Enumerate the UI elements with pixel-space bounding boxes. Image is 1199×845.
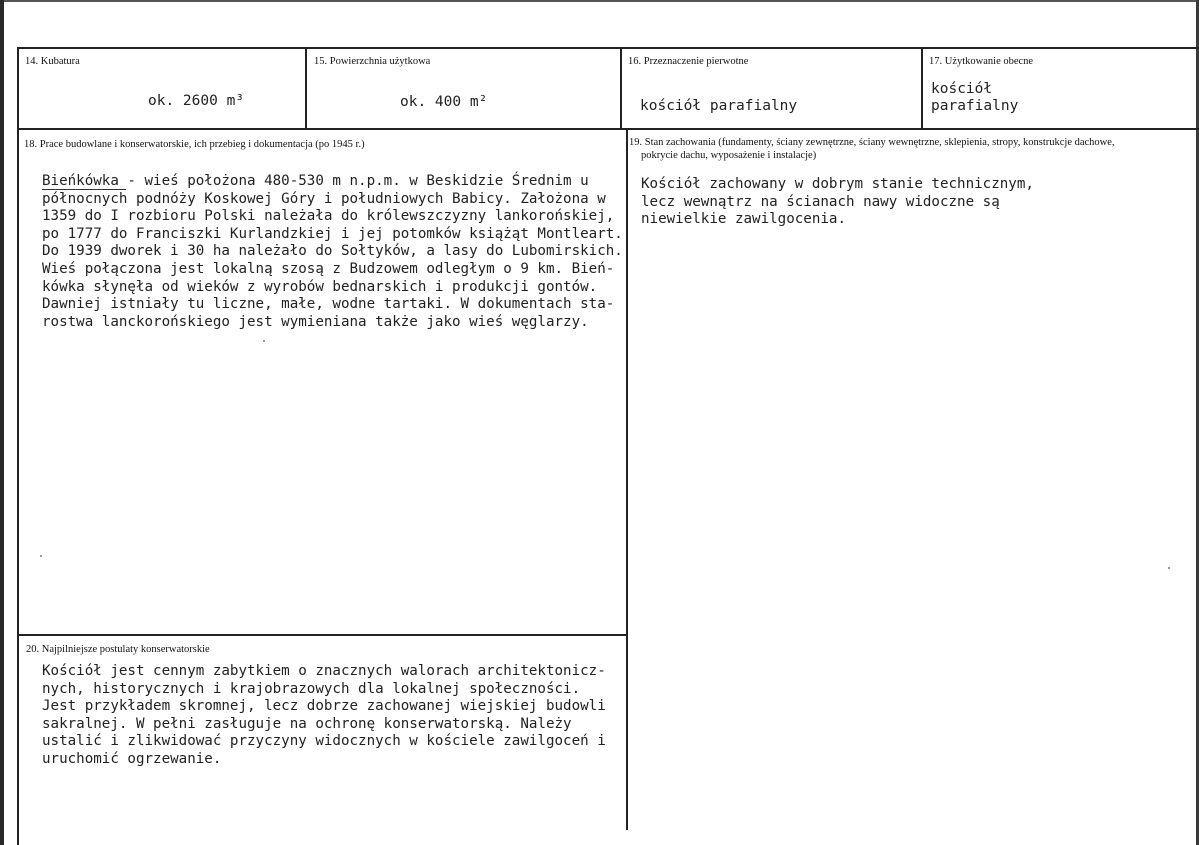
field-18-line: północnych podnóży Koskowej Góry i południowych Babicy. Założona w <box>42 190 606 207</box>
field-18-line: Bieńkówka - wieś położona 480-530 m n.p.m. w Beskidzie Średnim u <box>42 173 589 189</box>
field-17-label: 17. Użytkowanie obecne <box>929 56 1034 67</box>
field-18-label: 18. Prace budowlane i konserwatorskie, ich przebieg i dokumentacja (po 1945 r.) <box>24 139 365 150</box>
field-19-line: niewielkie zawilgocenia. <box>641 211 846 228</box>
section20-top-rule <box>18 634 627 636</box>
field-15-value: ok. 400 m² <box>400 94 488 110</box>
scan-speck <box>40 555 42 557</box>
field-19-label-line-1: 19. Stan zachowania (fundamenty, ściany zewnętrzne, ściany wewnętrzne, sklepienia, stropy, konstrukcje dachowe, <box>629 137 1115 148</box>
field-20-line: Jest przykładem skromnej, lecz dobrze zachowanej wiejskiej budowli <box>42 698 606 715</box>
field-20-line: nych, historycznych i krajobrazowych dla lokalnej społeczności. <box>42 680 581 697</box>
header-top-rule <box>18 47 1199 49</box>
field-18-line: kówka słynęła od wieków z wyrobów bednarskich i produkcji gontów. <box>42 278 598 295</box>
field-14-label: 14. Kubatura <box>25 56 80 67</box>
place-name-underline <box>42 189 126 190</box>
field-20-line: ustalić i zlikwidować przyczyny widocznych w kościele zawilgoceń i <box>42 733 606 750</box>
field-19-label-line-2: pokrycie dachu, wyposażenie i instalacje) <box>641 150 817 161</box>
header-bottom-rule <box>18 128 1199 130</box>
field-20-line: Kościół jest cennym zabytkiem o znacznych walorach architektonicz- <box>42 663 606 679</box>
field-17-value-line-2: parafialny <box>931 98 1019 114</box>
field-18-line: po 1777 do Franciszki Kurlandzkiej i jej potomków książąt Montleart. <box>42 225 623 242</box>
header-divider-2 <box>620 47 622 129</box>
header-divider-1 <box>305 47 307 129</box>
page-edge-left <box>0 0 4 845</box>
field-18-line: 1359 do I rozbioru Polski należała do królewszczyzny lankorońskiej, <box>42 208 615 225</box>
scan-speck <box>1168 567 1170 569</box>
field-15-label: 15. Powierzchnia użytkowa <box>314 56 431 67</box>
field-18-line: Dawniej istniały tu liczne, małe, wodne tartaki. W dokumentach sta- <box>42 296 615 313</box>
field-16-label: 16. Przeznaczenie pierwotne <box>628 56 749 67</box>
field-19-line: lecz wewnątrz na ścianach nawy widoczne są <box>641 193 1000 210</box>
field-20-line: uruchomić ogrzewanie. <box>42 751 222 767</box>
field-18-line: rostwa lanckorońskiego jest wymieniana także jako wieś węglarzy. <box>42 313 589 330</box>
field-20-label: 20. Najpilniejsze postulaty konserwatorskie <box>26 644 210 655</box>
field-20-line: sakralnej. W pełni zasługuje na ochronę konserwatorską. Należy <box>42 715 572 732</box>
body-divider <box>626 128 628 830</box>
field-17-value-line-1: kościół <box>931 81 993 97</box>
field-18-line: Do 1939 dworek i 30 ha należało do Sołtyków, a lasy do Lubomirskich. <box>42 243 623 260</box>
field-18-line: Wieś połączona jest lokalną szosą z Budzowem odległym o 9 km. Bień- <box>42 261 615 277</box>
field-16-value: kościół parafialny <box>640 98 798 114</box>
page-edge-top <box>0 0 1199 2</box>
left-border <box>17 47 19 845</box>
field-19-line: Kościół zachowany w dobrym stanie technicznym, <box>641 176 1034 192</box>
field-14-value: ok. 2600 m³ <box>148 93 245 109</box>
scan-speck <box>263 340 265 342</box>
header-divider-3 <box>921 47 923 129</box>
